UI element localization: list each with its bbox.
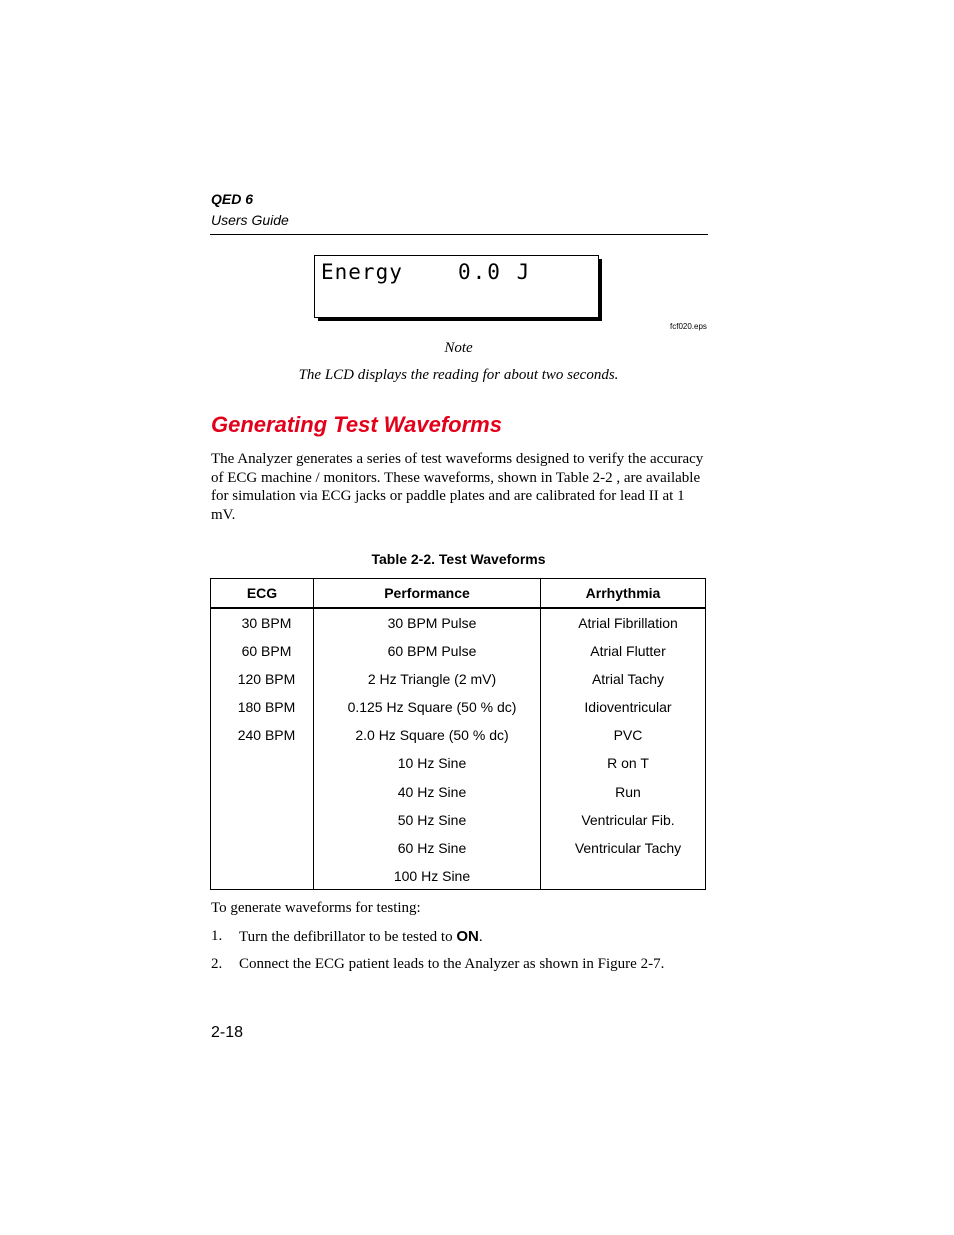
arrhythmia-cell: Atrial Fibrillation	[578, 615, 678, 631]
arrhythmia-cell: Atrial Flutter	[590, 643, 666, 660]
arrhythmia-cell: Idioventricular	[584, 699, 672, 716]
header-arrhythmia: Arrhythmia	[585, 585, 661, 601]
note-label: Note	[444, 340, 473, 356]
on-keyword: ON	[456, 928, 479, 945]
performance-cell: 100 Hz Sine	[393, 867, 471, 884]
ecg-cell: 120 BPM	[237, 671, 296, 688]
performance-cell: 50 Hz Sine	[397, 811, 467, 828]
arrhythmia-cell: R on T	[607, 755, 649, 772]
header-performance: Performance	[384, 585, 470, 601]
performance-cell: 10 Hz Sine	[397, 755, 467, 772]
arrhythmia-cell: PVC	[613, 727, 643, 744]
step-text-end: .	[478, 929, 483, 945]
performance-cell: 30 BPM Pulse	[387, 615, 477, 631]
step-text: Connect the ECG patient leads to the Analyzer as shown in Figure 2-7.	[239, 956, 665, 972]
step-2	[211, 956, 707, 976]
lcd-display	[314, 255, 599, 318]
performance-cell: 2.0 Hz Square (50 % dc)	[355, 727, 509, 744]
performance-cell: 60 BPM Pulse	[387, 643, 477, 660]
document-title: QED 6	[211, 191, 254, 207]
page-number: 2-18	[211, 1024, 244, 1041]
arrhythmia-cell: Atrial Tachy	[591, 671, 665, 688]
ecg-cell: 30 BPM	[241, 615, 292, 631]
arrhythmia-cell: Run	[615, 783, 641, 800]
ecg-column	[211, 611, 322, 751]
step-number: 2.	[211, 956, 223, 972]
intro-paragraph: The Analyzer generates a series of test waveforms designed to verify the accuracy of ECG machine / monitors. These waveforms, shown in Table 2-2 , are available for simulation via ECG jacks or paddle plates and are calibrated for lead II at 1 mV.	[211, 451, 704, 524]
arrhythmia-column	[541, 611, 715, 864]
performance-cell: 40 Hz Sine	[397, 783, 467, 800]
lcd-label: Energy	[321, 260, 403, 284]
figure-id: fcf020.eps	[670, 322, 707, 331]
step-number: 1.	[211, 928, 223, 944]
performance-cell: 0.125 Hz Square (50 % dc)	[347, 699, 517, 716]
performance-cell: 60 Hz Sine	[397, 839, 467, 856]
header-rule	[210, 234, 708, 235]
table-caption: Table 2-2. Test Waveforms	[371, 551, 546, 567]
note-text: The LCD displays the reading for about two seconds.	[298, 367, 619, 383]
performance-cell: 2 Hz Triangle (2 mV)	[367, 671, 497, 688]
performance-column	[314, 611, 550, 892]
step-text	[239, 928, 483, 946]
document-subtitle: Users Guide	[211, 212, 289, 228]
ecg-cell: 240 BPM	[237, 727, 296, 744]
arrhythmia-cell: Ventricular Fib.	[581, 811, 675, 828]
header-ecg: ECG	[246, 585, 278, 601]
section-title: Generating Test Waveforms	[211, 412, 502, 437]
ecg-cell: 60 BPM	[241, 643, 292, 660]
lcd-value: 0.0 J	[458, 260, 532, 284]
header-divider	[211, 607, 705, 609]
instructions-intro: To generate waveforms for testing:	[211, 900, 421, 916]
step-text-main: Turn the defibrillator to be tested to	[239, 929, 457, 945]
ecg-cell: 180 BPM	[237, 699, 296, 716]
arrhythmia-cell: Ventricular Tachy	[574, 839, 682, 856]
step-1	[211, 928, 707, 948]
waveform-table	[210, 578, 706, 890]
